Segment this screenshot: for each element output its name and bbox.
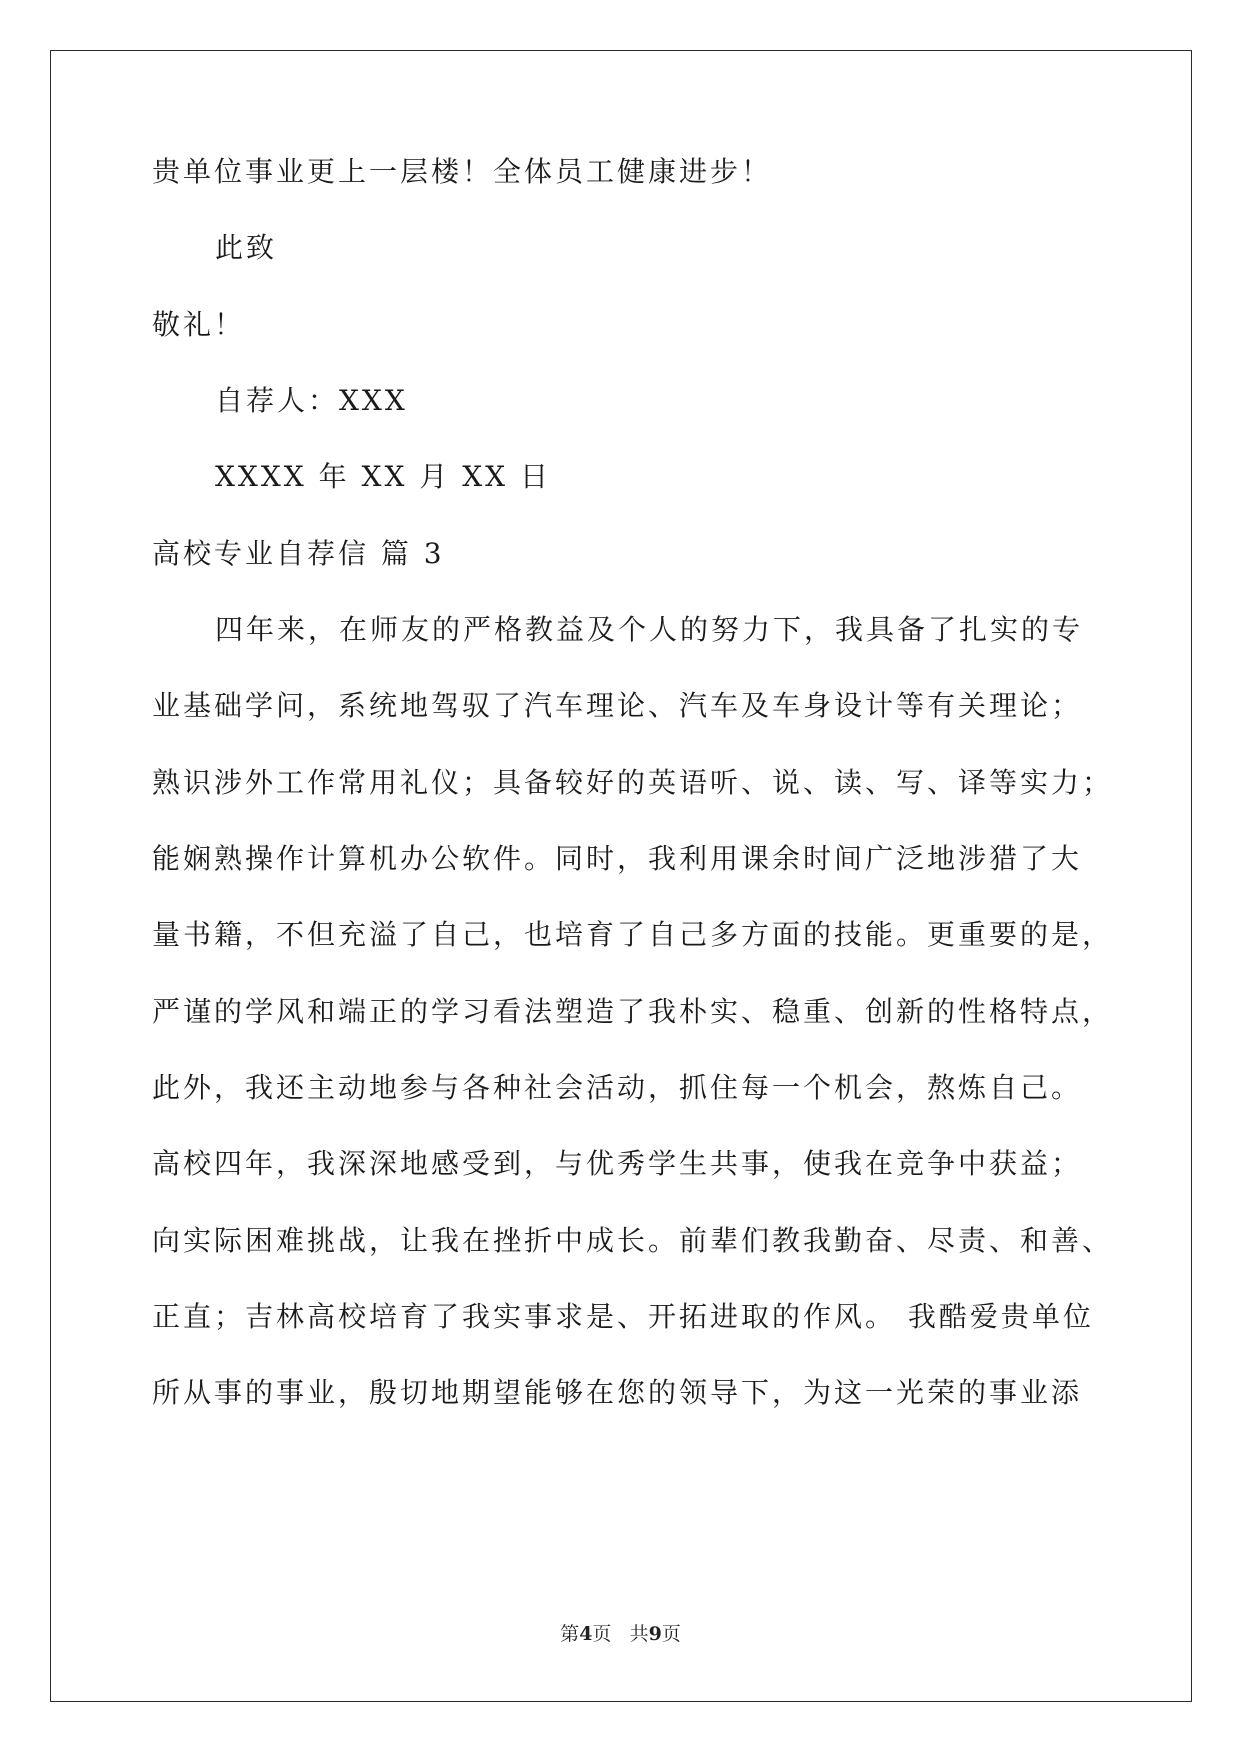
paragraph-line: 此外，我还主动地参与各种社会活动，抓住每一个机会，熬炼自己。 [152, 1071, 1083, 1104]
total-pages-number: 9 [648, 1623, 662, 1645]
paragraph-line: 熟识涉外工作常用礼仪；具备较好的英语听、说、读、写、译等实力； [152, 766, 1114, 799]
current-page-number: 4 [579, 1623, 593, 1645]
text-line-salutation: 此致 [215, 231, 278, 264]
paragraph-line: 量书籍，不但充溢了自己，也培育了自己多方面的技能。更重要的是， [152, 918, 1114, 951]
text-line-regards: 敬礼！ [152, 308, 246, 341]
paragraph-line: 高校四年，我深深地感受到，与优秀学生共事，使我在竞争中获益； [152, 1147, 1083, 1180]
text-line-signature: 自荐人：XXX [215, 384, 408, 417]
page-footer [0, 1622, 1241, 1646]
footer-prefix: 第 [560, 1623, 580, 1645]
paragraph-line: 四年来，在师友的严格教益及个人的努力下，我具备了扎实的专 [215, 613, 1084, 646]
paragraph-line: 向实际困难挑战，让我在挫折中成长。前辈们教我勤奋、尽责、和善、 [152, 1224, 1114, 1257]
text-line-date: XXXX 年 XX 月 XX 日 [215, 460, 551, 493]
text-line-closing-wish: 贵单位事业更上一层楼！全体员工健康进步！ [152, 155, 773, 188]
paragraph-line: 严谨的学风和端正的学习看法塑造了我朴实、稳重、创新的性格特点， [152, 995, 1114, 1028]
paragraph-line: 能娴熟操作计算机办公软件。同时，我利用课余时间广泛地涉猎了大 [152, 842, 1083, 875]
footer-total-prefix: 共 [629, 1623, 649, 1645]
section-heading: 高校专业自荐信 篇 3 [152, 537, 445, 570]
paragraph-line: 正直；吉林高校培育了我实事求是、开拓进取的作风。 我酷爱贵单位 [152, 1300, 1094, 1333]
paragraph-line: 业基础学问，系统地驾驭了汽车理论、汽车及车身设计等有关理论； [152, 689, 1083, 722]
paragraph-line: 所从事的事业，殷切地期望能够在您的领导下，为这一光荣的事业添 [152, 1376, 1083, 1409]
footer-total-suffix: 页 [661, 1623, 681, 1645]
footer-page-suffix: 页 [592, 1623, 612, 1645]
